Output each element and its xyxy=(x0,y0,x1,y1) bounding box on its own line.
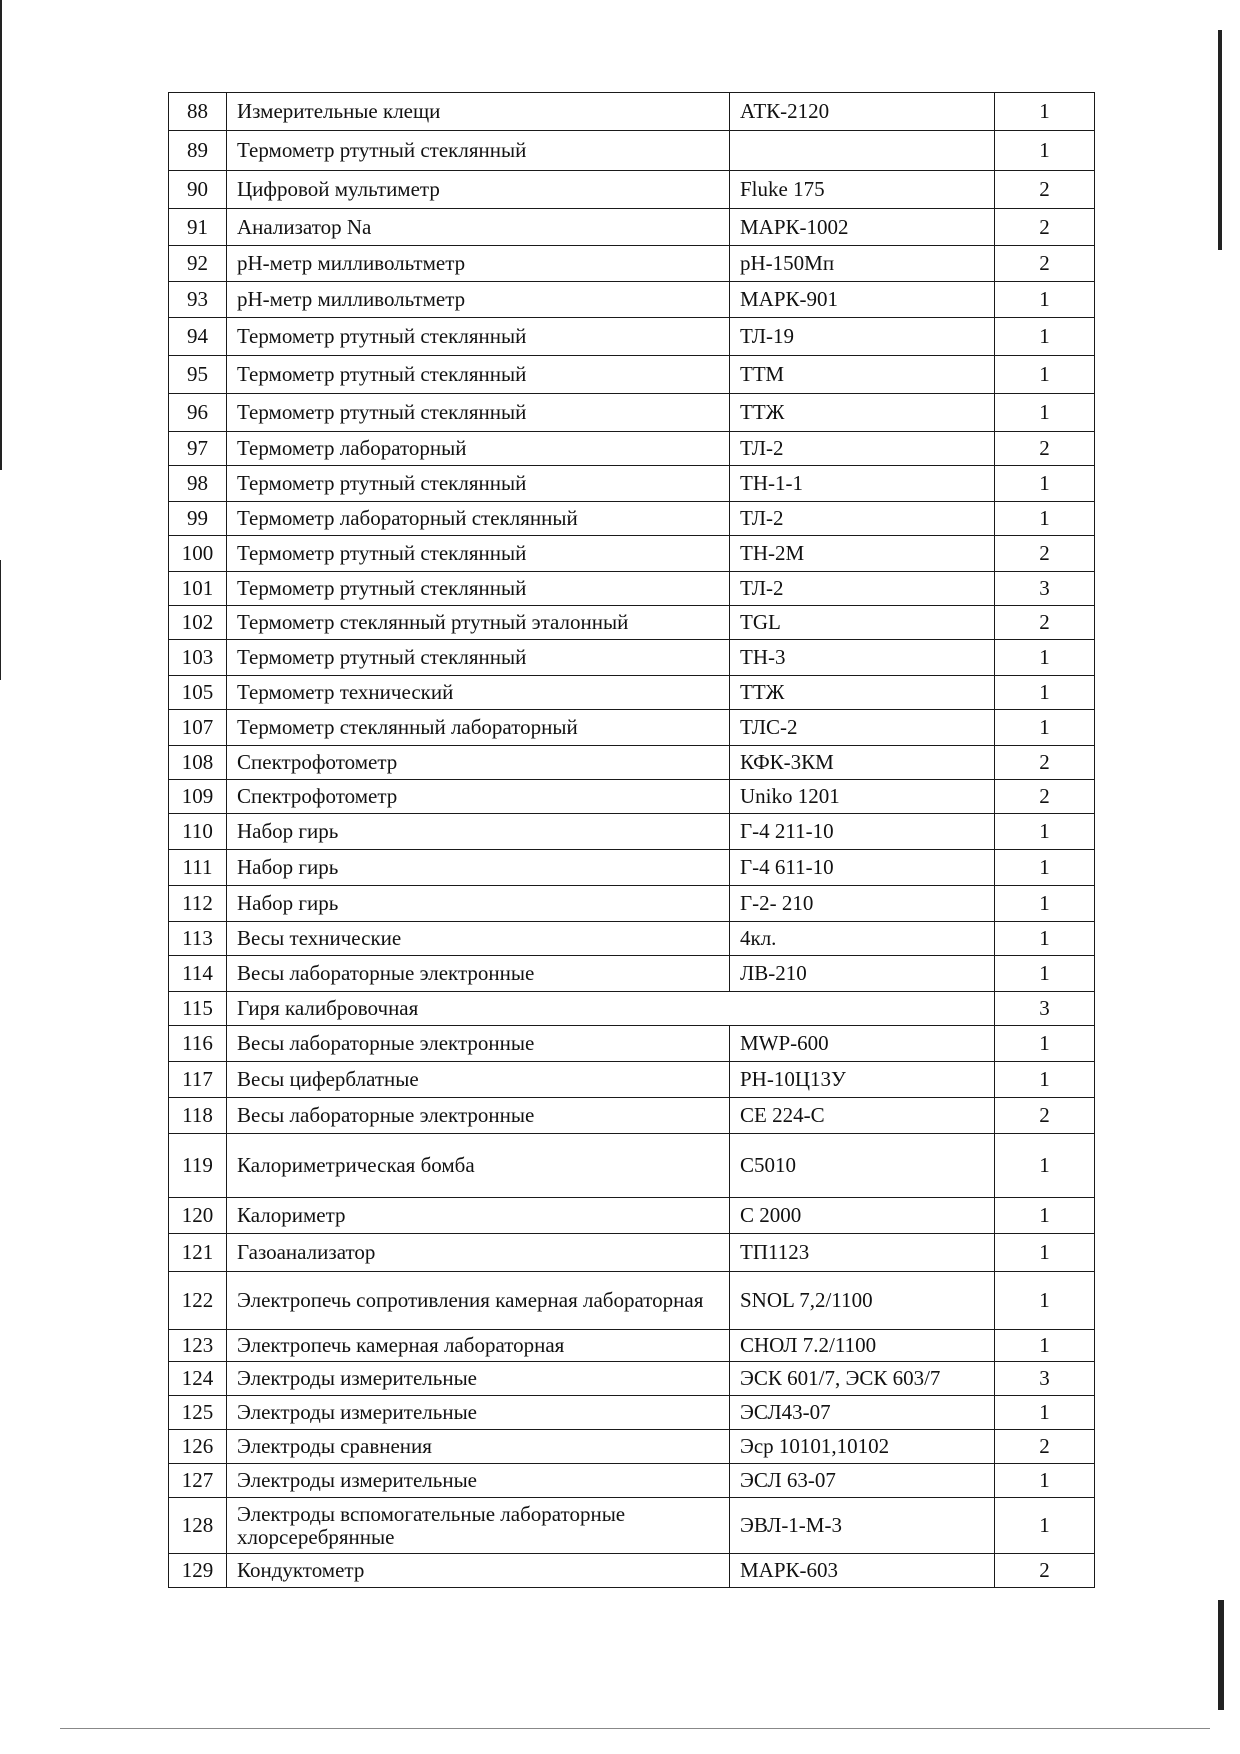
equipment-quantity: 2 xyxy=(995,746,1095,780)
equipment-name: Спектрофотометр xyxy=(227,780,730,814)
scan-edge-mark xyxy=(1218,1600,1224,1710)
equipment-quantity: 1 xyxy=(995,394,1095,432)
row-number: 92 xyxy=(169,246,227,282)
table-row xyxy=(169,746,1095,780)
row-number: 116 xyxy=(169,1026,227,1062)
equipment-name: Набор гирь xyxy=(227,850,730,886)
table-row xyxy=(169,1362,1095,1396)
equipment-name: Калориметрическая бомба xyxy=(227,1134,730,1198)
equipment-model: МАРК-603 xyxy=(730,1554,995,1588)
table-row xyxy=(169,1498,1095,1554)
table-row xyxy=(169,466,1095,502)
equipment-name: Калориметр xyxy=(227,1198,730,1234)
equipment-model: Эср 10101,10102 xyxy=(730,1430,995,1464)
equipment-quantity: 1 xyxy=(995,1026,1095,1062)
table-row xyxy=(169,992,1095,1026)
equipment-quantity: 2 xyxy=(995,209,1095,246)
equipment-model: ТН-2М xyxy=(730,536,995,572)
row-number: 99 xyxy=(169,502,227,536)
equipment-name: Термометр ртутный стеклянный xyxy=(227,356,730,394)
equipment-name: Термометр лабораторный xyxy=(227,432,730,466)
equipment-model: ТН-3 xyxy=(730,640,995,676)
equipment-model: pH-150Мп xyxy=(730,246,995,282)
table-row xyxy=(169,1234,1095,1272)
equipment-name: Набор гирь xyxy=(227,814,730,850)
equipment-model: Г-2- 210 xyxy=(730,886,995,922)
row-number: 113 xyxy=(169,922,227,956)
equipment-quantity: 1 xyxy=(995,922,1095,956)
table-row xyxy=(169,1396,1095,1430)
equipment-quantity: 1 xyxy=(995,850,1095,886)
equipment-quantity: 3 xyxy=(995,572,1095,606)
equipment-model: ТЛ-19 xyxy=(730,318,995,356)
equipment-quantity: 1 xyxy=(995,1272,1095,1330)
equipment-model: ЭСЛ43-07 xyxy=(730,1396,995,1430)
equipment-quantity: 1 xyxy=(995,1330,1095,1362)
row-number: 122 xyxy=(169,1272,227,1330)
table-row xyxy=(169,246,1095,282)
table-row xyxy=(169,502,1095,536)
equipment-model: ТТМ xyxy=(730,356,995,394)
row-number: 118 xyxy=(169,1098,227,1134)
equipment-model: ТЛ-2 xyxy=(730,572,995,606)
table-row xyxy=(169,780,1095,814)
equipment-name: Термометр ртутный стеклянный xyxy=(227,466,730,502)
row-number: 88 xyxy=(169,93,227,131)
row-number: 123 xyxy=(169,1330,227,1362)
equipment-name: Электроды измерительные xyxy=(227,1396,730,1430)
row-number: 110 xyxy=(169,814,227,850)
equipment-model: ТТЖ xyxy=(730,394,995,432)
row-number: 89 xyxy=(169,131,227,171)
equipment-model: КФК-3КМ xyxy=(730,746,995,780)
row-number: 125 xyxy=(169,1396,227,1430)
equipment-quantity: 1 xyxy=(995,1062,1095,1098)
row-number: 95 xyxy=(169,356,227,394)
equipment-model: Г-4 611-10 xyxy=(730,850,995,886)
table-row xyxy=(169,1430,1095,1464)
table-row xyxy=(169,922,1095,956)
equipment-model: MWP-600 xyxy=(730,1026,995,1062)
table-row xyxy=(169,209,1095,246)
table-row xyxy=(169,1272,1095,1330)
equipment-quantity: 2 xyxy=(995,1430,1095,1464)
equipment-name: Гиря калибровочная xyxy=(227,992,995,1026)
row-number: 111 xyxy=(169,850,227,886)
equipment-quantity: 2 xyxy=(995,246,1095,282)
table-row xyxy=(169,282,1095,318)
equipment-model: ТЛС-2 xyxy=(730,710,995,746)
table-row xyxy=(169,606,1095,640)
table-row xyxy=(169,394,1095,432)
equipment-name: Газоанализатор xyxy=(227,1234,730,1272)
equipment-name: Термометр ртутный стеклянный xyxy=(227,131,730,171)
equipment-quantity: 2 xyxy=(995,1098,1095,1134)
equipment-model: ЭВЛ-1-М-3 xyxy=(730,1498,995,1554)
equipment-name: pH-метр милливольтметр xyxy=(227,282,730,318)
scan-edge-mark xyxy=(0,0,2,470)
equipment-model: ТЛ-2 xyxy=(730,502,995,536)
row-number: 96 xyxy=(169,394,227,432)
equipment-name: Электропечь камерная лабораторная xyxy=(227,1330,730,1362)
table-row xyxy=(169,850,1095,886)
table-row xyxy=(169,1198,1095,1234)
equipment-quantity: 2 xyxy=(995,171,1095,209)
table-row xyxy=(169,93,1095,131)
table-row xyxy=(169,318,1095,356)
equipment-name: Электроды сравнения xyxy=(227,1430,730,1464)
equipment-model: С 2000 xyxy=(730,1198,995,1234)
equipment-name: Спектрофотометр xyxy=(227,746,730,780)
equipment-name: Электроды измерительные xyxy=(227,1362,730,1396)
row-number: 93 xyxy=(169,282,227,318)
equipment-quantity: 1 xyxy=(995,502,1095,536)
table-row xyxy=(169,572,1095,606)
equipment-quantity: 1 xyxy=(995,1134,1095,1198)
equipment-name: Кондуктометр xyxy=(227,1554,730,1588)
equipment-quantity: 1 xyxy=(995,356,1095,394)
row-number: 120 xyxy=(169,1198,227,1234)
row-number: 101 xyxy=(169,572,227,606)
equipment-quantity: 1 xyxy=(995,640,1095,676)
table-row xyxy=(169,1026,1095,1062)
row-number: 108 xyxy=(169,746,227,780)
equipment-quantity: 1 xyxy=(995,1198,1095,1234)
table-row xyxy=(169,676,1095,710)
equipment-name: Термометр стеклянный ртутный эталонный xyxy=(227,606,730,640)
row-number: 112 xyxy=(169,886,227,922)
row-number: 90 xyxy=(169,171,227,209)
row-number: 114 xyxy=(169,956,227,992)
equipment-model: ТП1123 xyxy=(730,1234,995,1272)
equipment-quantity: 1 xyxy=(995,131,1095,171)
equipment-model: СЕ 224-С xyxy=(730,1098,995,1134)
equipment-quantity: 1 xyxy=(995,1396,1095,1430)
equipment-quantity: 1 xyxy=(995,1464,1095,1498)
table-row xyxy=(169,1134,1095,1198)
equipment-name: Термометр технический xyxy=(227,676,730,710)
equipment-quantity: 2 xyxy=(995,1554,1095,1588)
row-number: 97 xyxy=(169,432,227,466)
row-number: 105 xyxy=(169,676,227,710)
row-number: 91 xyxy=(169,209,227,246)
equipment-name: Весы лабораторные электронные xyxy=(227,1098,730,1134)
equipment-quantity: 1 xyxy=(995,318,1095,356)
equipment-model: SNOL 7,2/1100 xyxy=(730,1272,995,1330)
row-number: 109 xyxy=(169,780,227,814)
equipment-name: Термометр ртутный стеклянный xyxy=(227,572,730,606)
equipment-model: СНОЛ 7.2/1100 xyxy=(730,1330,995,1362)
equipment-quantity: 1 xyxy=(995,1234,1095,1272)
table-row xyxy=(169,1464,1095,1498)
equipment-model xyxy=(730,131,995,171)
equipment-name: Весы лабораторные электронные xyxy=(227,1026,730,1062)
row-number: 127 xyxy=(169,1464,227,1498)
equipment-name: Термометр ртутный стеклянный xyxy=(227,640,730,676)
equipment-model: С5010 xyxy=(730,1134,995,1198)
row-number: 115 xyxy=(169,992,227,1026)
equipment-quantity: 2 xyxy=(995,606,1095,640)
row-number: 121 xyxy=(169,1234,227,1272)
equipment-model: ТН-1-1 xyxy=(730,466,995,502)
equipment-quantity: 3 xyxy=(995,1362,1095,1396)
equipment-model: РН-10Ц13У xyxy=(730,1062,995,1098)
row-number: 107 xyxy=(169,710,227,746)
row-number: 126 xyxy=(169,1430,227,1464)
equipment-name: Термометр ртутный стеклянный xyxy=(227,318,730,356)
equipment-model: Fluke 175 xyxy=(730,171,995,209)
row-number: 103 xyxy=(169,640,227,676)
equipment-quantity: 1 xyxy=(995,93,1095,131)
row-number: 98 xyxy=(169,466,227,502)
row-number: 119 xyxy=(169,1134,227,1198)
equipment-name: Термометр ртутный стеклянный xyxy=(227,536,730,572)
equipment-quantity: 3 xyxy=(995,992,1095,1026)
row-number: 129 xyxy=(169,1554,227,1588)
equipment-name: Весы технические xyxy=(227,922,730,956)
table-row xyxy=(169,1098,1095,1134)
equipment-quantity: 1 xyxy=(995,676,1095,710)
equipment-model: 4кл. xyxy=(730,922,995,956)
equipment-model: ЭСК 601/7, ЭСК 603/7 xyxy=(730,1362,995,1396)
equipment-name: Весы циферблатные xyxy=(227,1062,730,1098)
equipment-model: ТЛ-2 xyxy=(730,432,995,466)
equipment-name: Набор гирь xyxy=(227,886,730,922)
table-row xyxy=(169,886,1095,922)
equipment-name: Анализатор Na xyxy=(227,209,730,246)
equipment-model: МАРК-1002 xyxy=(730,209,995,246)
equipment-name: Измерительные клещи xyxy=(227,93,730,131)
equipment-quantity: 1 xyxy=(995,886,1095,922)
table-row xyxy=(169,356,1095,394)
equipment-quantity: 2 xyxy=(995,780,1095,814)
row-number: 128 xyxy=(169,1498,227,1554)
equipment-model: АТК-2120 xyxy=(730,93,995,131)
table-row xyxy=(169,432,1095,466)
table-row xyxy=(169,814,1095,850)
table-row xyxy=(169,1062,1095,1098)
table-row xyxy=(169,710,1095,746)
equipment-name: Цифровой мультиметр xyxy=(227,171,730,209)
scan-edge-mark xyxy=(60,1728,1210,1729)
table-row xyxy=(169,536,1095,572)
equipment-quantity: 1 xyxy=(995,956,1095,992)
equipment-model: TGL xyxy=(730,606,995,640)
table-row xyxy=(169,1330,1095,1362)
row-number: 117 xyxy=(169,1062,227,1098)
equipment-quantity: 1 xyxy=(995,282,1095,318)
equipment-table xyxy=(168,92,1095,1588)
equipment-quantity: 2 xyxy=(995,432,1095,466)
equipment-quantity: 2 xyxy=(995,536,1095,572)
equipment-model: ЭСЛ 63-07 xyxy=(730,1464,995,1498)
row-number: 124 xyxy=(169,1362,227,1396)
equipment-name: Термометр стеклянный лабораторный xyxy=(227,710,730,746)
row-number: 100 xyxy=(169,536,227,572)
equipment-quantity: 1 xyxy=(995,814,1095,850)
scan-edge-mark xyxy=(0,560,1,680)
equipment-model: Uniko 1201 xyxy=(730,780,995,814)
equipment-name: Электроды вспомогательные лабораторные хлорсеребрянные xyxy=(227,1498,730,1554)
scan-edge-mark xyxy=(1218,30,1222,250)
table-row xyxy=(169,956,1095,992)
table-row xyxy=(169,131,1095,171)
row-number: 94 xyxy=(169,318,227,356)
equipment-quantity: 1 xyxy=(995,1498,1095,1554)
equipment-model: ЛВ-210 xyxy=(730,956,995,992)
table-row xyxy=(169,640,1095,676)
row-number: 102 xyxy=(169,606,227,640)
table-row xyxy=(169,1554,1095,1588)
equipment-model: МАРК-901 xyxy=(730,282,995,318)
equipment-name: Электроды измерительные xyxy=(227,1464,730,1498)
equipment-name: Термометр ртутный стеклянный xyxy=(227,394,730,432)
equipment-name: Весы лабораторные электронные xyxy=(227,956,730,992)
equipment-name: Электропечь сопротивления камерная лабораторная xyxy=(227,1272,730,1330)
equipment-model: Г-4 211-10 xyxy=(730,814,995,850)
equipment-quantity: 1 xyxy=(995,466,1095,502)
equipment-name: Термометр лабораторный стеклянный xyxy=(227,502,730,536)
equipment-model: ТТЖ xyxy=(730,676,995,710)
equipment-name: pH-метр милливольтметр xyxy=(227,246,730,282)
equipment-quantity: 1 xyxy=(995,710,1095,746)
table-row xyxy=(169,171,1095,209)
